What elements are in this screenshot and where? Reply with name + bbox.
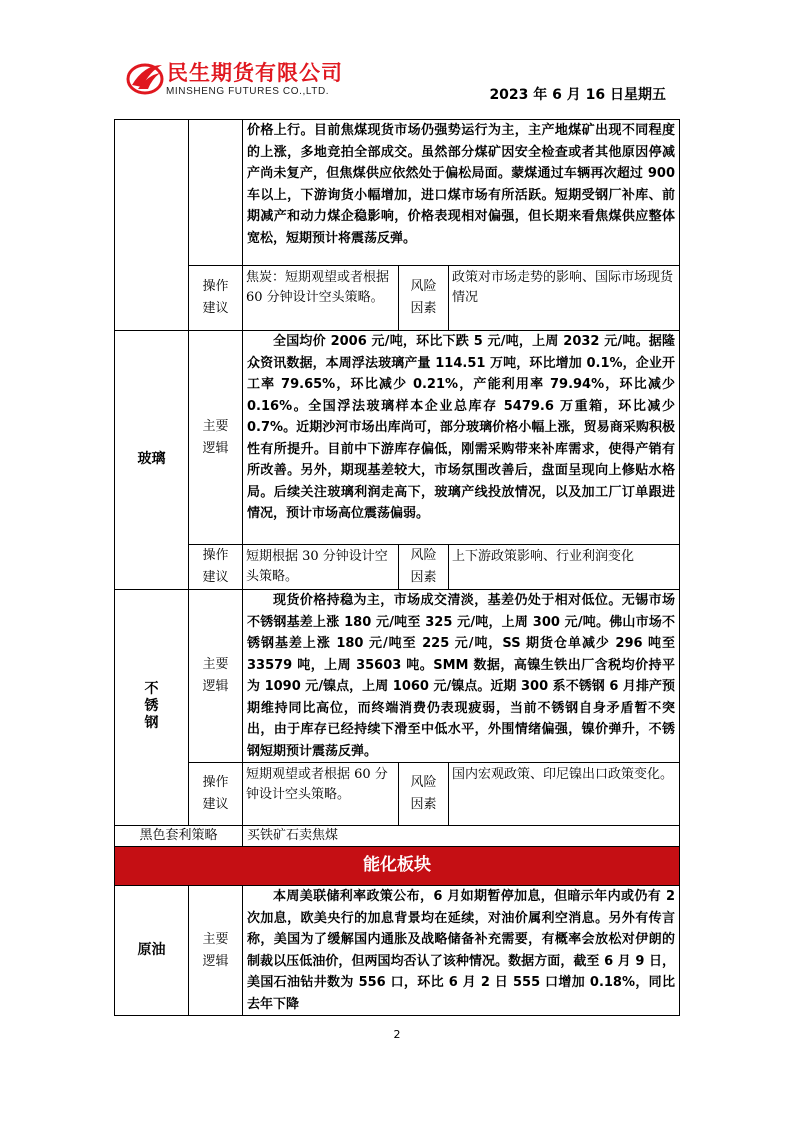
coke-logic-text: 价格上行。目前焦煤现货市场仍强势运行为主，主产地煤矿出现不同程度的上涨，多地竞拍全部成交。虽然部分煤矿因安全检查或者其他原因停减产尚未复产，但焦煤供应依然处于偏松局面。蒙煤通过车辆再次超过 900 车以上，下游询货小幅增加，进口煤市场有所活跃。短期受钢厂补库、前期减产和动力煤企稳影响，价格表现相对偏强，但长期来看焦煤供应整体宽松，短期预计将震荡反弹。: [243, 120, 680, 266]
coke-advice-label: 操作 建议: [189, 266, 243, 331]
coke-advice-row: [115, 266, 680, 331]
minsheng-logo-icon: [126, 59, 164, 95]
page-number: 2: [393, 1028, 401, 1041]
arbitrage-label: 黑色套利策略: [115, 826, 243, 847]
company-logo: [126, 57, 366, 99]
coke-category-cell: [115, 120, 189, 331]
stainless-logic-row: [115, 590, 680, 763]
company-name-cn: 民生期货有限公司: [167, 61, 343, 85]
report-table: [114, 119, 680, 1016]
crude-logic-text: 本周美联储利率政策公布，6 月如期暂停加息，但暗示年内或仍有 2 次加息，欧美央行的加息背景均在延续，对油价属利空消息。另外有传言称，美国为了缓解国内通胀及战略储备补充需要，有概率会放松对伊朗的制裁以压低油价，但两国均否认了该种情况。数据方面，截至 6 月 9 日，美国石油钻井数为 556 口，环比 6 月 2 日 555 口增加 0.18%，同比去年下降: [243, 886, 680, 1016]
glass-advice-label: 操作 建议: [189, 545, 243, 590]
glass-advice-text: 短期根据 30 分钟设计空头策略。: [243, 545, 399, 590]
coke-risk-text: 政策对市场走势的影响、国际市场现货情况: [449, 266, 680, 331]
stainless-advice-label: 操作 建议: [189, 763, 243, 826]
glass-logic-label: 主要 逻辑: [189, 331, 243, 545]
coke-advice-text: 焦炭：短期观望或者根据 60 分钟设计空头策略。: [243, 266, 399, 331]
stainless-risk-text: 国内宏观政策、印尼镍出口政策变化。: [449, 763, 680, 826]
glass-logic-text: 全国均价 2006 元/吨，环比下跌 5 元/吨，上周 2032 元/吨。据隆众资讯数据，本周浮法玻璃产量 114.51 万吨，环比增加 0.1%，企业开工率 79.65%，环比减少 0.21%，产能利用率 79.94%，环比减少 0.16%。全国浮法玻璃样本企业总库存 5479.6 万重箱，环比减少 0.7%。近期沙河市场出库尚可，部分玻璃价格小幅上涨，贸易商采购积极性有所提升。目前中下游库存偏低，刚需采购带来补库需求，使得产销有所改善。另外，期现基差较大，市场氛围改善后，盘面呈现向上修贴水格局。后续关注玻璃利润走高下，玻璃产线投放情况，以及加工厂订单跟进情况，预计市场高位震荡偏弱。: [243, 331, 680, 545]
stainless-advice-text: 短期观望或者根据 60 分钟设计空头策略。: [243, 763, 399, 826]
crude-logic-label: 主要 逻辑: [189, 886, 243, 1016]
stainless-logic-text: 现货价格持稳为主，市场成交清淡，基差仍处于相对低位。无锡市场不锈钢基差上涨 180 元/吨至 325 元/吨，上周 300 元/吨。佛山市场不锈钢基差上涨 180 元/吨至 225 元/吨，SS 期货仓单减少 296 吨至 33579 吨，上周 35603 吨。SMM 数据，高镍生铁出厂含税均价持平为 1090 元/镍点，上周 1060 元/镍点。近期 300 系不锈钢 6 月排产预期维持同比高位，而终端消费仍表现疲弱，当前不锈钢自身矛盾暂不突出，由于库存已经持续下滑至中低水平，外围情绪偏强，镍价弹升，不锈钢短期预计震荡反弹。: [243, 590, 680, 763]
stainless-category: 不锈钢: [115, 590, 189, 826]
coke-logic-row: [115, 120, 680, 266]
arbitrage-row: [115, 826, 680, 847]
report-table-wrap: [114, 119, 679, 1016]
section-bar-row: [115, 847, 680, 886]
glass-risk-text: 上下游政策影响、行业利润变化: [449, 545, 680, 590]
coke-risk-label: 风险 因素: [399, 266, 449, 331]
coke-logic-label-cell: [189, 120, 243, 266]
glass-advice-row: [115, 545, 680, 590]
arbitrage-value: 买铁矿石卖焦煤: [243, 826, 680, 847]
stainless-logic-label: 主要 逻辑: [189, 590, 243, 763]
crude-logic-row: [115, 886, 680, 1016]
glass-logic-row: [115, 331, 680, 545]
glass-risk-label: 风险 因素: [399, 545, 449, 590]
section-title: 能化板块: [115, 847, 680, 886]
stainless-advice-row: [115, 763, 680, 826]
glass-category: 玻璃: [115, 331, 189, 590]
company-name-en: MINSHENG FUTURES CO.,LTD.: [166, 86, 330, 97]
report-date: 2023 年 6 月 16 日星期五: [489, 87, 666, 103]
stainless-risk-label: 风险 因素: [399, 763, 449, 826]
crude-category: 原油: [115, 886, 189, 1016]
